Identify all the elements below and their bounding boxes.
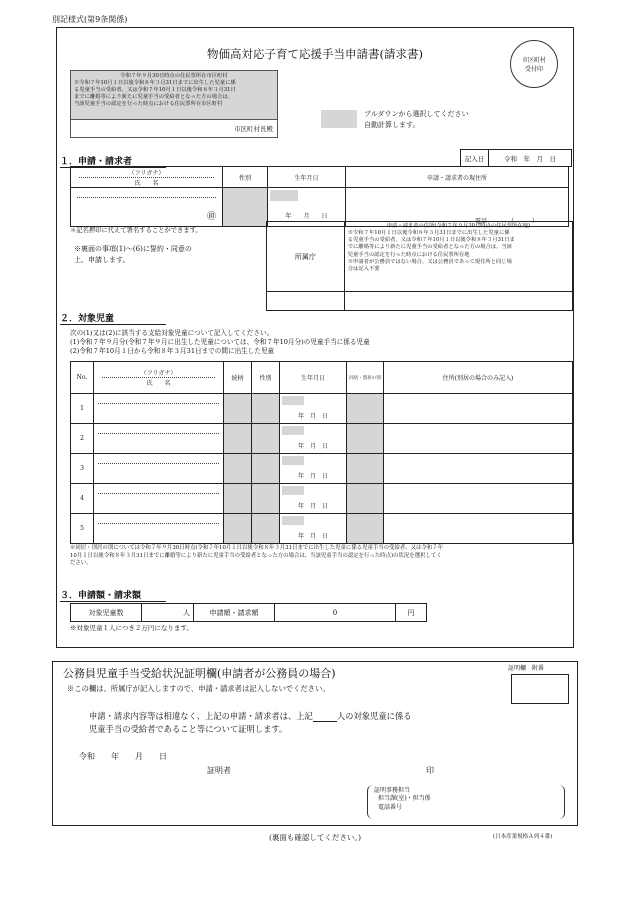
- birth-ymd: 年 月 日: [297, 413, 328, 420]
- furigana-header: （フリガナ）: [79, 168, 214, 178]
- cert-seal: 印: [426, 766, 434, 775]
- address-note-line: 児童手当の認定を行った時点における住民票所在地: [347, 251, 470, 258]
- relation-select[interactable]: [224, 394, 252, 424]
- child-name-field[interactable]: [94, 454, 224, 484]
- child-name-field[interactable]: [94, 484, 224, 514]
- relation-select[interactable]: [224, 454, 252, 484]
- cert-body-line2: 児童手当の受給者であること等について証明します。: [89, 724, 288, 734]
- cert-title: 公務員児童手当受給状況証明欄(申請者が公務員の場合): [63, 667, 336, 680]
- residence-note-line: ※令和７年10月１日以後令和８年３月31日までに出生した児童に係: [74, 79, 236, 86]
- child-address-field[interactable]: [384, 514, 573, 544]
- entry-date-value[interactable]: 令和 年 月 日: [489, 150, 572, 167]
- child-address-field[interactable]: [384, 484, 573, 514]
- address-note-line: でに離婚等により新たに児童手当の受給者となった方の場合は、当該: [347, 244, 512, 251]
- address-note-line: 合は記入不要: [347, 265, 380, 272]
- child-name-field[interactable]: [94, 394, 224, 424]
- era-select[interactable]: [282, 396, 304, 405]
- col-cohab: 同居・別居の別: [347, 362, 384, 394]
- count-label: 対象児童数: [71, 604, 142, 622]
- intro-line: (1)令和７年９月分(令和７年９月に出生した児童については、令和７年10月分)の児童手当に係る児童: [70, 337, 370, 346]
- count-unit: 人: [183, 608, 190, 617]
- agency-address-field[interactable]: [344, 292, 572, 311]
- gender-header: 性別: [223, 167, 268, 188]
- footnote-line: 10月１日以後令和８年３月31日までに離婚等により新たに児童手当の受給者となった方の場合は、当該児童手当の認定を行った時点)の状況を選択してく: [70, 552, 442, 559]
- address-note-line: ※申請者が公務員ではない場合、又は公務員であって現住所と同じ場: [347, 258, 512, 265]
- gender-select[interactable]: [252, 484, 280, 514]
- row-number: 1: [71, 394, 94, 424]
- birth-ymd: 年 月 日: [297, 503, 328, 510]
- col-address: 住所(別居の場合のみ記入): [384, 362, 573, 394]
- col-relation: 続柄: [224, 362, 252, 394]
- contact-line: 電話番号: [378, 803, 403, 811]
- gender-select[interactable]: [252, 424, 280, 454]
- contact-line: 担当課(室)・担当係: [378, 795, 431, 803]
- birth-header: 生年月日: [268, 167, 346, 188]
- intro-line: (2)令和７年10月１日から令和８年３月31日までの間に出生した児童: [70, 346, 275, 355]
- amount-table: [70, 603, 427, 622]
- gender-select[interactable]: [252, 454, 280, 484]
- child-address-field[interactable]: [384, 454, 573, 484]
- amount-label: 申請額・請求額: [194, 604, 275, 622]
- era-select[interactable]: [282, 486, 304, 495]
- child-birth-field[interactable]: [280, 394, 347, 424]
- agency-table: [266, 221, 573, 311]
- certifier-label: 証明者: [207, 766, 231, 775]
- form-title: 物価高対応子育て応援手当申請書(請求書): [207, 47, 423, 61]
- cohab-select[interactable]: [347, 394, 384, 424]
- agency-label: 所属庁: [267, 222, 345, 292]
- name-header: 氏 名: [134, 179, 159, 187]
- col-no: No.: [71, 362, 94, 394]
- applicant-table: [70, 166, 569, 227]
- auto-calc-note: 自動計算します。: [364, 121, 420, 129]
- entry-date-label: 記入日: [461, 150, 489, 167]
- footnote-line: ※同居・別居の別については令和７年９月30日時点(令和７年10月１日以後令和８年３月31日までに出生した児童に係る児童手当の受給者、又は令和７年: [70, 545, 443, 551]
- child-address-field[interactable]: [384, 424, 573, 454]
- cert-number-label: 証明欄 附番: [508, 665, 545, 672]
- row-number: 5: [71, 514, 94, 544]
- signature-note: ＊記名押印に代えて署名することができます。: [70, 227, 202, 234]
- intro-line: 次の(1)又は(2)に該当する支給対象児童について記入してください。: [70, 329, 274, 337]
- cert-body-a: 申請・請求内容等は相違なく、上記の申請・請求者は、上記: [89, 711, 313, 721]
- back-note: (裏面も確認してください。): [268, 833, 362, 842]
- col-gender: 性別: [252, 362, 280, 394]
- table-row: [71, 394, 573, 424]
- cert-number-field[interactable]: [511, 674, 569, 704]
- era-select[interactable]: [270, 190, 298, 201]
- residence-note-line: 令和７年９月30日時点の住民票所在市区町村: [120, 73, 228, 79]
- children-table: [70, 361, 573, 544]
- footnote-line: ださい。: [70, 560, 92, 567]
- row-number: 4: [71, 484, 94, 514]
- era-select[interactable]: [282, 426, 304, 435]
- contact-line: 証明事務担当: [374, 787, 411, 794]
- cert-child-count-field[interactable]: [313, 711, 337, 722]
- civil-servant-certificate: [52, 661, 578, 826]
- cert-body-line1: [89, 710, 412, 722]
- col-birth: 生年月日: [280, 362, 347, 394]
- agency-field[interactable]: [267, 292, 345, 311]
- birth-ymd: 年 月 日: [297, 533, 328, 540]
- paper-size: (日本産業規格Ａ列４番): [493, 834, 553, 840]
- application-form: [56, 27, 574, 648]
- gender-select[interactable]: [252, 394, 280, 424]
- child-birth-field[interactable]: [280, 514, 347, 544]
- cohab-select[interactable]: [347, 454, 384, 484]
- child-address-field[interactable]: [384, 394, 573, 424]
- cohab-select[interactable]: [347, 424, 384, 454]
- child-birth-field[interactable]: [280, 424, 347, 454]
- cohab-select[interactable]: [347, 514, 384, 544]
- address-note-line: る児童手当の受給者、又は令和７年10月１日以後令和８年３月31日ま: [347, 237, 515, 244]
- address-note-line: ※令和７年10月１日以後令和８年３月31日までに出生した児童に係: [347, 230, 510, 237]
- child-name-field[interactable]: [94, 514, 224, 544]
- amount-note: ※対象児童１人につき２万円になります。: [70, 624, 193, 632]
- residence-note-line: る児童手当の受給者、又は令和７年10月１日以後令和８年３月31日: [74, 86, 236, 93]
- child-birth-field[interactable]: [280, 454, 347, 484]
- cohab-select[interactable]: [347, 484, 384, 514]
- table-row: [71, 484, 573, 514]
- birth-ymd: 年 月 日: [285, 213, 328, 220]
- address-note: [344, 222, 572, 292]
- child-birth-field[interactable]: [280, 484, 347, 514]
- reception-stamp: 市区町村 受付印: [510, 40, 558, 88]
- table-row: [71, 454, 573, 484]
- era-select[interactable]: [282, 516, 304, 525]
- pulldown-note: プルダウンから選択してください: [364, 110, 469, 118]
- birth-ymd: 年 月 日: [297, 443, 328, 450]
- col-name: 氏 名: [146, 380, 171, 387]
- birth-ymd: 年 月 日: [297, 473, 328, 480]
- address-note-line: 申請・請求者の住所(令和７年９月30日時点の住民票所在地): [386, 223, 531, 229]
- relation-select[interactable]: [224, 424, 252, 454]
- section1-heading: １．申請・請求者: [60, 154, 166, 168]
- row-number: 2: [71, 424, 94, 454]
- applicant-name-field[interactable]: [71, 188, 223, 227]
- cohab-footnote: [70, 545, 570, 568]
- address-header: 申請・請求者の現住所: [346, 167, 569, 188]
- residence-note-box: [70, 70, 278, 120]
- section3-heading: ３．申請額・請求額: [60, 588, 166, 602]
- row-number: 3: [71, 454, 94, 484]
- cert-note: ※この欄は、所属庁が記入しますので、申請・請求者は記入しないでください。: [67, 684, 330, 693]
- amount-value: 0: [275, 604, 396, 622]
- municipality-field[interactable]: [70, 120, 278, 138]
- child-name-field[interactable]: [94, 424, 224, 454]
- relation-select[interactable]: [224, 514, 252, 544]
- gender-select[interactable]: [252, 514, 280, 544]
- count-field[interactable]: [142, 604, 194, 622]
- oath-text: [74, 244, 192, 265]
- section2-heading: ２．対象児童: [60, 311, 166, 325]
- applicant-gender-select[interactable]: [223, 188, 268, 227]
- era-select[interactable]: [282, 456, 304, 465]
- phone-label: 電話 （ ）: [474, 218, 538, 225]
- seal-mark: ㊞: [206, 212, 216, 222]
- residence-note-line: 当該児童手当の認定を行った時点における住民票所在市区町村: [74, 100, 223, 107]
- cert-body-b: 人の対象児童に係る: [336, 711, 412, 721]
- cert-contact: [367, 785, 565, 819]
- table-row: [71, 514, 573, 544]
- oath-line: ※裏面の事項(1)〜(6)に誓約・同意の: [74, 245, 192, 253]
- sec2-intro: [70, 329, 370, 356]
- entry-date-table: [460, 149, 572, 167]
- cert-date[interactable]: 令和 年 月 日: [79, 752, 167, 761]
- amount-unit: 円: [396, 604, 427, 622]
- col-furigana: （フリガナ）: [102, 368, 215, 378]
- table-row: [71, 424, 573, 454]
- oath-line: 上、申請します。: [74, 255, 130, 264]
- form-label: 別記様式(第9条関係): [52, 15, 128, 24]
- residence-note-line: までに離婚等により新たに児童手当の受給者となった方の場合は、: [74, 93, 233, 100]
- relation-select[interactable]: [224, 484, 252, 514]
- mayor-label: 市区町村長殿: [234, 125, 273, 133]
- gray-legend-swatch: [321, 110, 357, 128]
